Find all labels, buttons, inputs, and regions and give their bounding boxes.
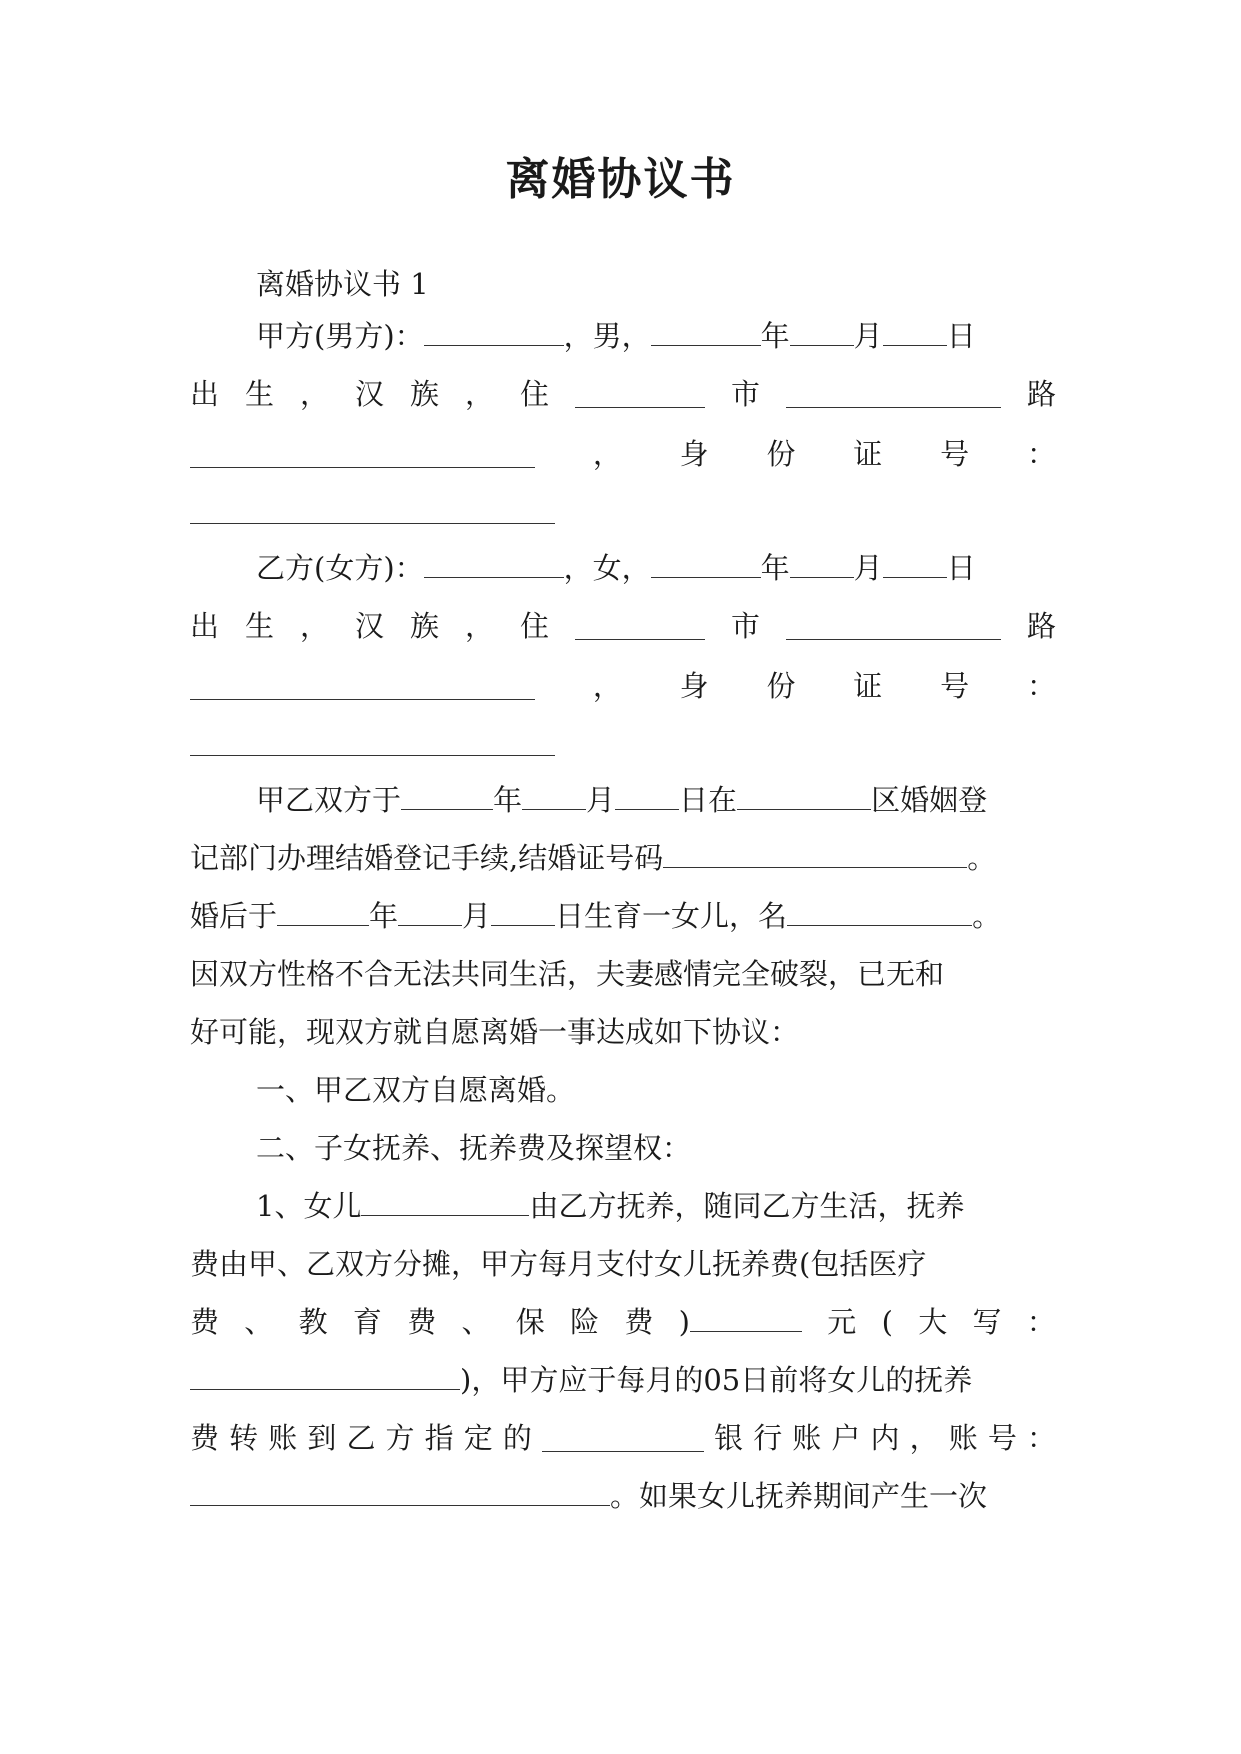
party-b-id-char: 份 (766, 669, 796, 703)
clause-char: 、 (461, 1305, 491, 1339)
clause-char: ( (881, 1305, 893, 1339)
party-b-line-2 (190, 606, 1056, 646)
marriage-month-blank (522, 783, 586, 810)
birth-day-blank (491, 899, 555, 926)
marriage-day-blank (615, 783, 679, 810)
marriage-text: 年 (369, 899, 399, 933)
party-a-month-label: 月 (853, 319, 883, 353)
party-b-born-char: ， (300, 609, 330, 643)
party-a-month-blank (790, 319, 854, 346)
marriage-line-1 (256, 780, 987, 820)
clause-char: 大 (918, 1305, 948, 1339)
marriage-line-4: 因双方性格不合无法共同生活，夫妻感情完全破裂，已无和 (190, 957, 945, 991)
party-a-id-char: ： (1026, 437, 1056, 471)
marriage-text: 。 (972, 899, 1002, 933)
document-title: 离婚协议书 (505, 154, 736, 205)
clause-char: ) (678, 1305, 690, 1339)
party-a-id-char: 份 (766, 437, 796, 471)
item-1: 一、甲乙双方自愿离婚。 (256, 1073, 576, 1107)
marriage-text: 月 (462, 899, 492, 933)
clause-char: 银 (714, 1421, 744, 1455)
party-a-line-1 (256, 316, 976, 356)
clause-char: 费 (190, 1305, 220, 1339)
birth-year-blank (277, 899, 369, 926)
account-number-blank (190, 1479, 610, 1506)
party-a-day-label: 日 (946, 319, 976, 353)
party-a-id-char: 身 (679, 437, 709, 471)
party-a-id-char: ， (592, 437, 622, 471)
clause-char: 指 (424, 1421, 454, 1455)
clause-char: 育 (352, 1305, 382, 1339)
party-a-id-char: 号 (940, 437, 970, 471)
party-b-born-char: 出 (190, 609, 220, 643)
party-b-month-label: 月 (853, 551, 883, 585)
marriage-line-2 (190, 838, 996, 878)
party-b-line-1 (256, 548, 976, 588)
support-amount-blank (690, 1305, 802, 1332)
party-b-city-label: 市 (730, 609, 760, 643)
clause-char: 内 (870, 1421, 900, 1455)
item-2: 二、子女抚养、抚养费及探望权： (256, 1131, 692, 1165)
party-b-month-blank (790, 551, 854, 578)
marriage-text: 甲乙双方于 (256, 783, 402, 817)
party-a-born-char: 族 (410, 377, 440, 411)
party-b-id-char: 证 (853, 669, 883, 703)
party-b-line-3 (190, 666, 1056, 706)
party-b-road-blank (786, 613, 1001, 640)
party-a-born-char: 生 (245, 377, 275, 411)
clause-char: 元 (827, 1305, 857, 1339)
party-b-year-label: 年 (760, 551, 790, 585)
marriage-text: 婚后于 (190, 899, 278, 933)
clause-char: 费 (190, 1421, 220, 1455)
party-b-born-char: 族 (410, 609, 440, 643)
marriage-text: 。 (967, 841, 997, 875)
party-a-year-blank (651, 319, 761, 346)
party-a-city-label: 市 (730, 377, 760, 411)
clause-text: 1、女儿 (256, 1189, 362, 1223)
party-b-day-blank (883, 551, 947, 578)
marriage-year-blank (401, 783, 493, 810)
party-a-gender: ，男， (563, 319, 651, 353)
party-a-born-char: 出 (190, 377, 220, 411)
party-a-id-char: 证 (853, 437, 883, 471)
party-b-year-blank (651, 551, 761, 578)
clause-char: 转 (229, 1421, 259, 1455)
clause-char: 教 (298, 1305, 328, 1339)
clause-char: ， (909, 1421, 939, 1455)
clause-char: 方 (385, 1421, 415, 1455)
clause-char: 险 (570, 1305, 600, 1339)
party-b-id-char: 身 (679, 669, 709, 703)
marriage-text: 区婚姻登 (871, 783, 988, 817)
party-b-city-blank (575, 613, 705, 640)
party-a-born-char: 住 (520, 377, 550, 411)
party-a-born-char: ， (300, 377, 330, 411)
clause-char: ： (1026, 1421, 1056, 1455)
clause-char: 费 (624, 1305, 654, 1339)
clause-char: 账 (792, 1421, 822, 1455)
party-a-label: 甲方(男方)： (256, 319, 424, 353)
marriage-text: 记部门办理结婚登记手续,结婚证号码 (190, 841, 664, 875)
party-a-road-label: 路 (1026, 377, 1056, 411)
party-b-born-char: 住 (520, 609, 550, 643)
party-b-id-char: 号 (940, 669, 970, 703)
clause-1-line-5 (190, 1418, 1056, 1458)
party-b-born-char: 汉 (355, 609, 385, 643)
marriage-text: 日生育一女儿，名 (555, 899, 788, 933)
clause-1-line-1 (256, 1186, 964, 1226)
party-b-name-blank (424, 551, 564, 578)
party-b-road-label: 路 (1026, 609, 1056, 643)
marriage-cert-blank (663, 841, 967, 868)
party-a-city-blank (575, 381, 705, 408)
party-a-road-blank (786, 381, 1001, 408)
marriage-line-3 (190, 896, 1001, 936)
clause-text: )，甲方应于每月的05日前将女儿的抚养 (460, 1363, 973, 1397)
marriage-text: 年 (493, 783, 523, 817)
party-a-line-2 (190, 374, 1056, 414)
clause-char: 账 (948, 1421, 978, 1455)
party-a-born-char: ， (465, 377, 495, 411)
clause-char: 的 (502, 1421, 532, 1455)
party-a-line-3 (190, 434, 1056, 474)
party-b-label: 乙方(女方)： (256, 551, 424, 585)
amount-words-blank (190, 1363, 460, 1390)
clause-text: 由乙方抚养，随同乙方生活，抚养 (529, 1189, 965, 1223)
party-a-born-char: 汉 (355, 377, 385, 411)
document-subtitle: 离婚协议书 1 (256, 267, 429, 301)
clause-char: 号 (987, 1421, 1017, 1455)
daughter-name-blank (787, 899, 972, 926)
party-b-id-char: ， (592, 669, 622, 703)
clause-char: 保 (515, 1305, 545, 1339)
clause-char: 行 (753, 1421, 783, 1455)
party-a-year-label: 年 (760, 319, 790, 353)
clause-text: 。如果女儿抚养期间产生一次 (610, 1479, 988, 1513)
clause-1-line-6 (190, 1476, 987, 1516)
party-a-day-blank (883, 319, 947, 346)
party-a-line-4 (190, 494, 555, 534)
clause-1-line-2: 费由甲、乙双方分摊，甲方每月支付女儿抚养费(包括医疗 (190, 1247, 927, 1281)
clause-char: 费 (407, 1305, 437, 1339)
marriage-line-5: 好可能，现双方就自愿离婚一事达成如下协议： (190, 1015, 800, 1049)
clause-char: ： (1026, 1305, 1056, 1339)
party-a-id-blank (190, 497, 555, 524)
marriage-text: 月 (586, 783, 616, 817)
clause-char: 乙 (346, 1421, 376, 1455)
party-b-born-char: ， (465, 609, 495, 643)
clause-char: 、 (244, 1305, 274, 1339)
party-a-address-blank (190, 441, 535, 468)
clause-1-line-4 (190, 1360, 972, 1400)
clause-char: 账 (268, 1421, 298, 1455)
party-b-address-blank (190, 673, 535, 700)
birth-month-blank (398, 899, 462, 926)
party-b-day-label: 日 (946, 551, 976, 585)
clause-char: 定 (463, 1421, 493, 1455)
party-a-name-blank (424, 319, 564, 346)
clause-daughter-blank (361, 1189, 529, 1216)
clause-1-line-3 (190, 1302, 1056, 1342)
party-b-id-blank (190, 729, 555, 756)
clause-char: 写 (972, 1305, 1002, 1339)
clause-char: 到 (307, 1421, 337, 1455)
bank-name-blank (542, 1425, 704, 1452)
clause-char: 户 (831, 1421, 861, 1455)
marriage-text: 日在 (679, 783, 738, 817)
party-b-born-char: 生 (245, 609, 275, 643)
party-b-gender: ，女， (563, 551, 651, 585)
party-b-id-char: ： (1026, 669, 1056, 703)
party-b-line-4 (190, 726, 555, 766)
marriage-district-blank (737, 783, 871, 810)
